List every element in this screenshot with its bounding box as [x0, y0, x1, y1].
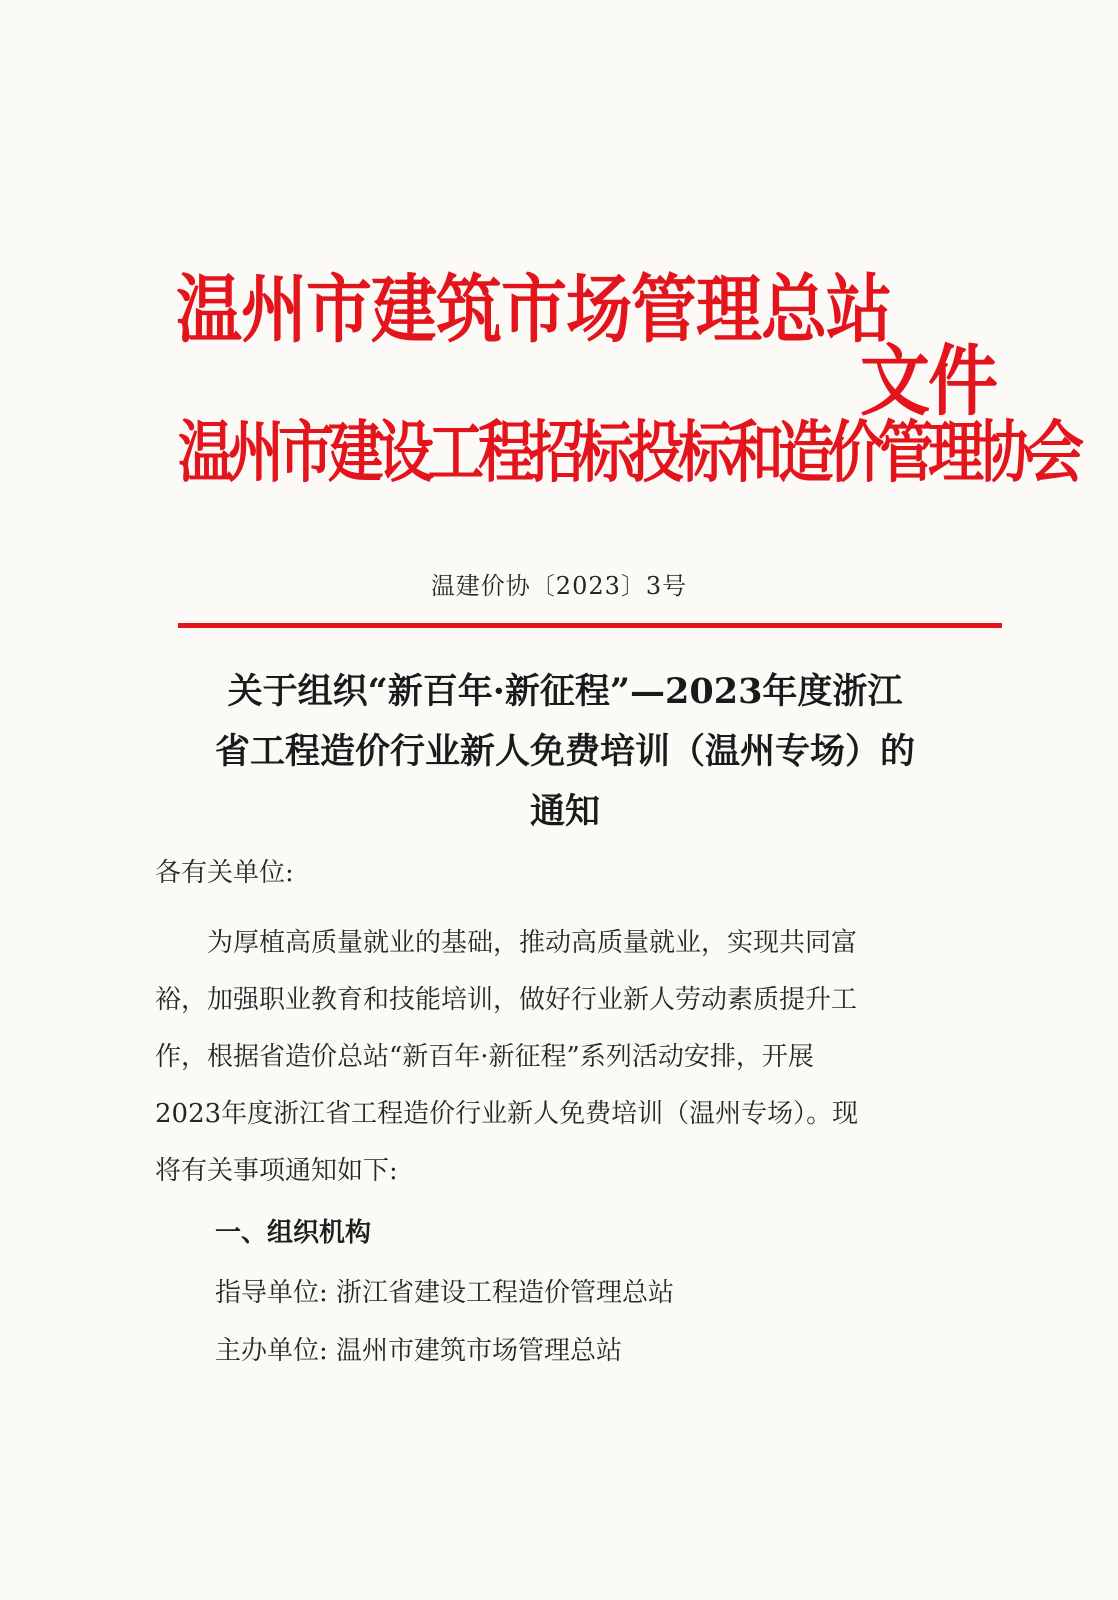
host-unit-line: 主办单位: 温州市建筑市场管理总站	[215, 1336, 623, 1366]
paragraph-line: 2023年度浙江省工程造价行业新人免费培训（温州专场）。现	[155, 1099, 859, 1129]
issuer-name-2: 温州市建设工程招标投标和造价管理协会	[178, 413, 1078, 493]
document-number: 温建价协〔2023〕3号	[430, 572, 688, 600]
intro-paragraph	[155, 915, 990, 1200]
section-heading: 一、组织机构	[215, 1218, 372, 1248]
paragraph-line: 为厚植高质量就业的基础，推动高质量就业，实现共同富	[155, 928, 858, 958]
issuer-name-1: 温州市建筑市场管理总站	[176, 265, 891, 354]
title-line-2: 省工程造价行业新人免费培训（温州专场）的	[214, 731, 915, 772]
paragraph-line: 作，根据省造价总站“新百年·新征程”系列活动安排，开展	[155, 1042, 814, 1072]
paragraph-line: 裕，加强职业教育和技能培训，做好行业新人劳动素质提升工	[155, 985, 858, 1015]
salutation: 各有关单位:	[155, 858, 294, 888]
notice-title	[150, 662, 980, 842]
paragraph-line: 将有关事项通知如下:	[155, 1156, 398, 1186]
document-type-label: 文件	[860, 335, 996, 427]
title-line-1: 关于组织“新百年·新征程”—2023年度浙江	[227, 671, 903, 712]
guiding-unit-line: 指导单位: 浙江省建设工程造价管理总站	[215, 1278, 675, 1308]
red-divider-line	[178, 623, 1002, 628]
title-line-3: 通知	[529, 791, 600, 832]
